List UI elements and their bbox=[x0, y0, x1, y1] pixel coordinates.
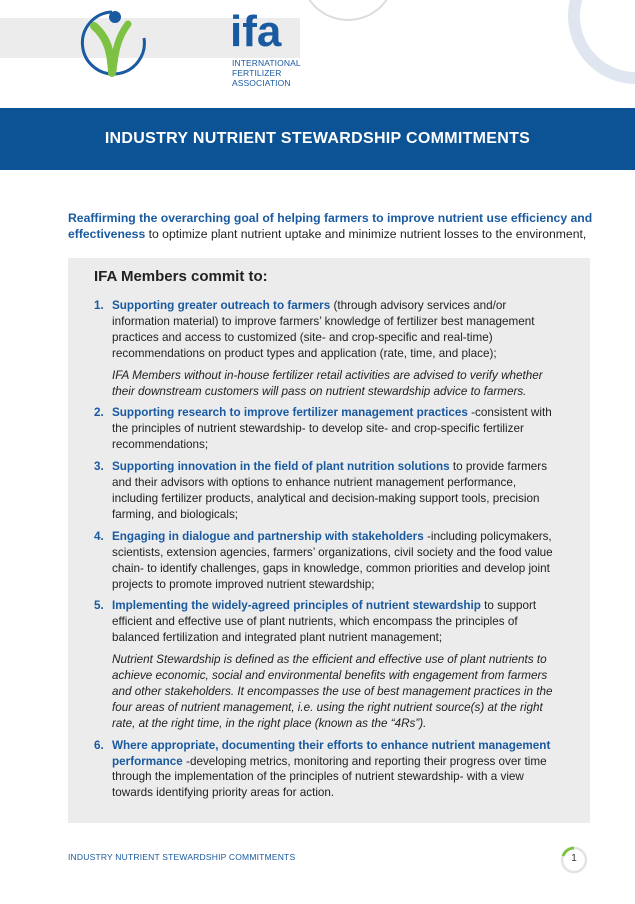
commitments-list bbox=[94, 298, 564, 807]
item-text: to support efficient and effective use of plant nutrients, which encompass the principles of balanced fertilization and integrated plant nutrient management; bbox=[112, 599, 537, 645]
logo-subtitle bbox=[232, 58, 312, 88]
item-number: 4. bbox=[94, 529, 104, 543]
logo-subtitle-line-1: INTERNATIONAL bbox=[232, 58, 301, 68]
list-item bbox=[94, 298, 564, 399]
item-highlight: Supporting greater outreach to farmers bbox=[112, 299, 331, 312]
item-text: (through advisory services and/or information material) to improve farmers’ knowledge of fertilizer best management practices and access to customized (site- and crop-specific and real-time) recommendations on product types and application (rate, time, and place); bbox=[112, 299, 535, 360]
page-number-badge bbox=[560, 846, 588, 874]
item-number: 1. bbox=[94, 299, 104, 312]
intro-text: to optimize plant nutrient uptake and minimize nutrient losses to the environment, bbox=[145, 227, 587, 241]
page-number: 1 bbox=[571, 853, 577, 864]
item-highlight: Implementing the widely-agreed principles of nutrient stewardship bbox=[112, 599, 481, 613]
item-highlight: Where appropriate, documenting their efforts to enhance nutrient management performance bbox=[112, 738, 551, 768]
page-title: INDUSTRY NUTRIENT STEWARDSHIP COMMITMENTS bbox=[104, 130, 531, 147]
list-item bbox=[94, 738, 564, 802]
title-banner bbox=[0, 108, 635, 170]
commitments-heading: IFA Members commit to: bbox=[94, 268, 268, 285]
list-item bbox=[94, 598, 564, 731]
ifa-logo bbox=[72, 5, 312, 88]
logo-subtitle-line-2: FERTILIZER ASSOCIATION bbox=[232, 68, 291, 88]
item-text: -developing metrics, monitoring and reporting their progress over time through the implementation of the principles of nutrient stewardship- with a view towards identifying priority areas for action. bbox=[112, 754, 547, 800]
ifa-leaf-icon bbox=[72, 5, 152, 77]
list-item bbox=[94, 405, 564, 453]
item-number: 6. bbox=[94, 738, 104, 752]
intro-highlight: Reaffirming the overarching goal of helping farmers to improve nutrient use efficiency and effectiveness bbox=[68, 211, 593, 241]
list-item bbox=[94, 529, 564, 593]
decorative-circle bbox=[300, 0, 396, 21]
item-note: Nutrient Stewardship is defined as the efficient and effective use of plant nutrients to achieve economic, social and environmental benefits with engagement from farmers and other stakeholders. It encompasses the use of best management practices in the four areas of nutrient management, i.e. using the right nutrient source(s) at the right rate, at the right time, in the right place (known as the “4Rs”). bbox=[112, 653, 553, 730]
logo-wordmark: ifa bbox=[230, 7, 282, 56]
item-highlight: Engaging in dialogue and partnership with stakeholders bbox=[112, 529, 424, 543]
item-number: 5. bbox=[94, 599, 104, 613]
intro-paragraph bbox=[68, 210, 593, 242]
item-note: IFA Members without in-house fertilizer retail activities are advised to verify whether their downstream customers will pass on nutrient stewardship advice to farmers. bbox=[112, 368, 543, 398]
item-highlight: Supporting research to improve fertilizer management practices bbox=[112, 406, 468, 420]
item-text: to provide farmers and their advisors with options to enhance nutrient management performance, including fertilizer products, analytical and decision-making support tools, precision farming, and biologicals; bbox=[112, 460, 548, 521]
item-text: -including policymakers, scientists, extension agencies, farmers’ organizations, civil society and the food value chain- to identify challenges, gaps in knowledge, common priorities and develop joint projects to promote improved nutrient stewardship; bbox=[112, 529, 553, 591]
decorative-ring bbox=[568, 0, 635, 84]
item-number: 2. bbox=[94, 406, 104, 420]
list-item bbox=[94, 459, 564, 523]
commitments-box bbox=[68, 258, 590, 823]
item-highlight: Supporting innovation in the field of plant nutrition solutions bbox=[112, 460, 450, 474]
item-number: 3. bbox=[94, 460, 104, 474]
item-text: -consistent with the principles of nutrient stewardship- to develop site- and crop-specific fertilizer recommendations; bbox=[112, 406, 552, 452]
page-header bbox=[0, 0, 635, 108]
footer-title: INDUSTRY NUTRIENT STEWARDSHIP COMMITMENTS bbox=[68, 852, 296, 862]
